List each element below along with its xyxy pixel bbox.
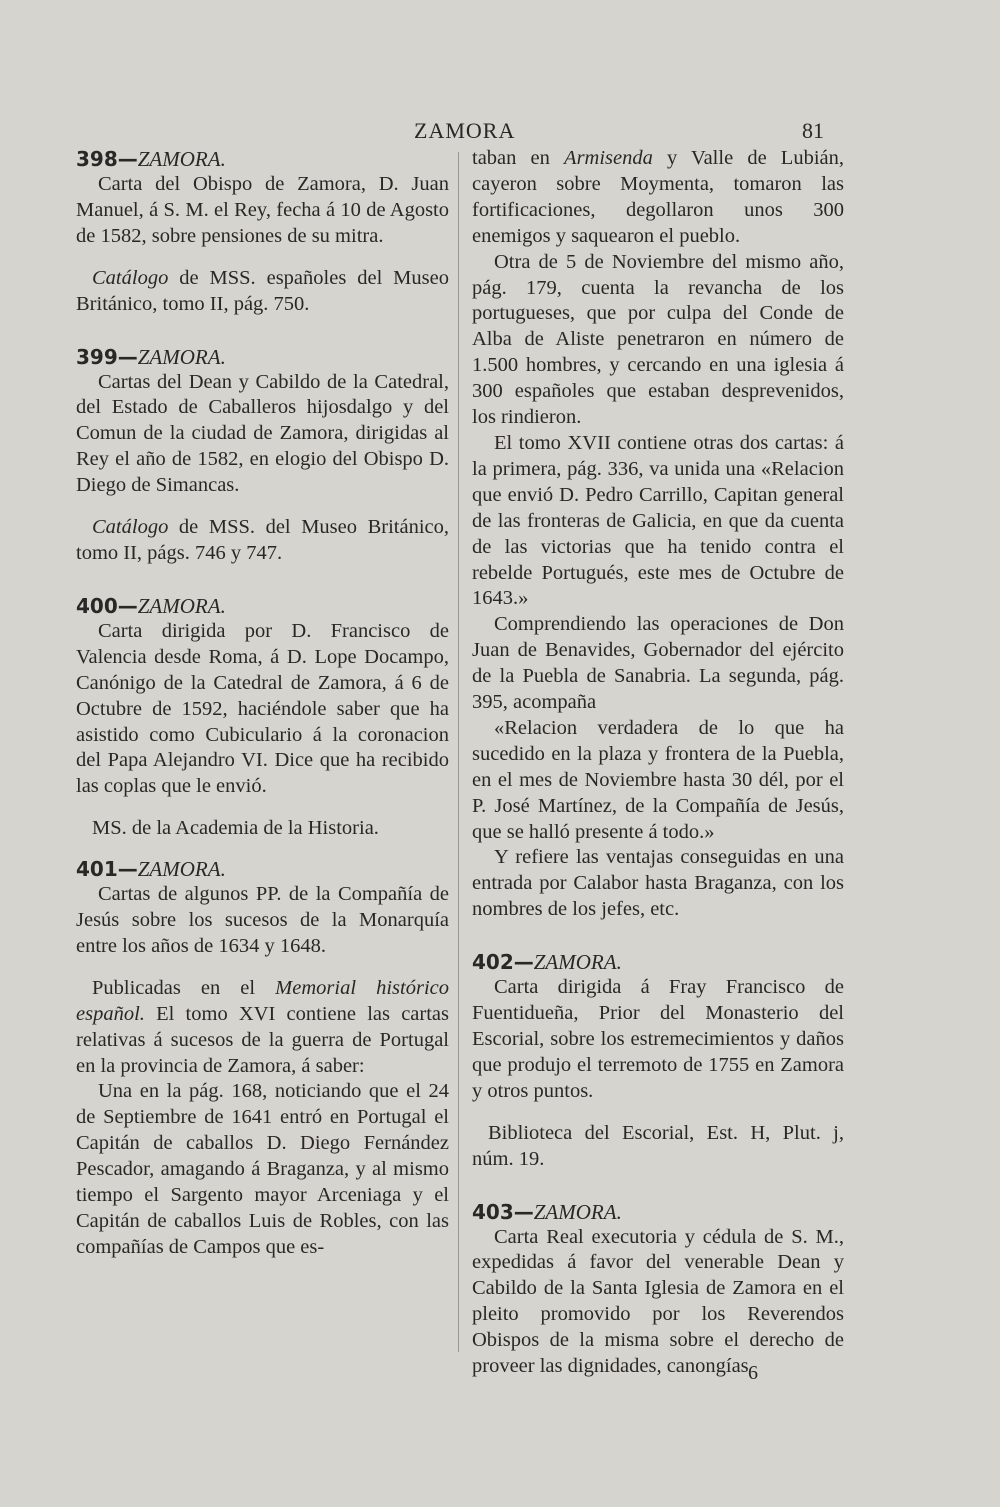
entry-399 bbox=[76, 344, 449, 567]
entry-body: Carta dirigida por D. Francisco de Valencia desde Roma, á D. Lope Docampo, Canónigo de la Catedral de Zamora, á 6 de Octubre de 1592, haciéndole saber que ha asistido como Cubiculario á la coronacion del Papa Alejandro VI. Dice que ha recibido las coplas que le envió. bbox=[76, 619, 449, 798]
column-divider bbox=[458, 152, 459, 1352]
paragraph-text: taban en bbox=[472, 147, 565, 169]
source-title: Catálogo bbox=[92, 516, 169, 539]
signature-mark: 6 bbox=[748, 1362, 758, 1384]
entry-401 bbox=[76, 856, 449, 1261]
pub-text: Publicadas en el bbox=[92, 976, 276, 999]
entry-number: 402— bbox=[472, 950, 534, 975]
paragraph-text: y Valle de Lubián, cayeron sobre Moymenta, tomaron las fortificaciones, degollaron unos 300 enemigos y saquearon el pueblo. bbox=[472, 147, 844, 247]
paragraph-tomo-xvii: El tomo XVII contiene otras dos cartas: á la primera, pág. 336, va unida una «Relacion que envió D. Pedro Carrillo, Capitan general de las fronteras de Galicia, en que da cuenta de las victorias que ha tenido contra el rebelde Portugués, este mes de Octubre de 1643.» bbox=[472, 431, 844, 610]
entry-title: ZAMORA. bbox=[137, 857, 226, 882]
entry-heading bbox=[76, 856, 449, 882]
entry-403 bbox=[472, 1199, 844, 1380]
right-column bbox=[472, 146, 844, 1380]
entry-title: ZAMORA. bbox=[533, 1199, 622, 1224]
entry-source bbox=[76, 266, 449, 318]
entry-number: 400— bbox=[76, 593, 138, 618]
pub-text: El tomo XVI contiene las cartas relativas á sucesos de la guerra de Portugal en la provincia de Zamora, á saber: bbox=[76, 1002, 449, 1077]
entry-number: 398— bbox=[76, 147, 138, 171]
page-number: 81 bbox=[802, 118, 824, 143]
entry-paragraph: Una en la pág. 168, noticiando que el 24 de Septiembre de 1641 entró en Portugal el Capitán de caballos D. Diego Fernández Pescador, amagando á Braganza, y al mismo tiempo el Sargento mayor Arceniaga y el Capitán de caballos Luis de Robles, con las compañías de Campos que es- bbox=[76, 1080, 449, 1258]
source-detail: de MSS. españoles del Museo Británico, tomo II, pág. 750. bbox=[76, 266, 449, 315]
entry-publication-note bbox=[76, 976, 449, 1080]
entry-body: Cartas del Dean y Cabildo de la Catedral, del Estado de Caballeros hijosdalgo y del Comun de la ciudad de Zamora, dirigidas al Rey el año de 1582, en elogio del Obispo D. Diego de Simancas. bbox=[76, 370, 449, 497]
entry-body: Carta del Obispo de Zamora, D. Juan Manuel, á S. M. el Rey, fecha á 10 de Agosto de 1582, sobre pensiones de su mitra. bbox=[76, 173, 449, 247]
entry-number: 403— bbox=[472, 1199, 534, 1224]
entry-400 bbox=[76, 593, 449, 842]
source-title: Catálogo bbox=[92, 266, 169, 289]
place-name: Armisenda bbox=[564, 147, 653, 169]
running-head-title: ZAMORA bbox=[414, 118, 516, 143]
paragraph-relacion: «Relacion verdadera de lo que ha sucedido en la plaza y frontera de la Puebla, en el mes de Noviembre hasta 30 dél, por el P. José Martínez, de la Compañía de Jesús, que se halló presente á todo.» bbox=[472, 716, 844, 843]
entry-heading bbox=[472, 949, 844, 975]
paragraph-comprendiendo: Comprendiendo las operaciones de Don Juan de Benavides, Gobernador del ejército de la Puebla de Sanabria. La segunda, pág. 395, acompaña bbox=[472, 613, 844, 714]
entry-402 bbox=[472, 949, 844, 1172]
entry-source: Biblioteca del Escorial, Est. H, Plut. j, núm. 19. bbox=[472, 1121, 844, 1170]
running-head bbox=[0, 118, 1000, 148]
continued-paragraph bbox=[472, 146, 844, 250]
entry-source bbox=[76, 515, 449, 567]
entry-body: Cartas de algunos PP. de la Compañía de Jesús sobre los sucesos de la Monarquía entre los años de 1634 y 1648. bbox=[76, 883, 449, 957]
paragraph-ventajas: Y refiere las ventajas conseguidas en una entrada por Calabor hasta Braganza, con los nombres de los jefes, etc. bbox=[472, 846, 844, 921]
entry-title: ZAMORA. bbox=[533, 950, 622, 975]
entry-source: MS. de la Academia de la Historia. bbox=[92, 817, 379, 840]
entry-title: ZAMORA. bbox=[137, 593, 226, 618]
entry-title: ZAMORA. bbox=[137, 344, 226, 369]
entry-398 bbox=[76, 146, 449, 318]
entry-number: 401— bbox=[76, 857, 138, 882]
entry-heading bbox=[76, 344, 449, 370]
entry-body: Carta dirigida á Fray Francisco de Fuentidueña, Prior del Monasterio del Escorial, sobre los estremecimientos y daños que produjo el terremoto de 1755 en Zamora y otros puntos. bbox=[472, 976, 844, 1102]
source-detail: de MSS. del Museo Británico, tomo II, págs. 746 y 747. bbox=[76, 516, 449, 564]
entry-heading bbox=[76, 593, 449, 619]
entry-heading bbox=[472, 1199, 844, 1225]
paragraph-otra: Otra de 5 de Noviembre del mismo año, pág. 179, cuenta la revancha de los portugueses, que por culpa del Conde de Alba de Aliste penetraron en número de 1.500 hombres, y cercando en una iglesia á 300 españoles que estaban desprevenidos, los rindieron. bbox=[472, 250, 844, 429]
entry-body: Carta Real executoria y cédula de S. M., expedidas á favor del venerable Dean y Cabildo de la Santa Iglesia de Zamora en el pleito promovido por los Reverendos Obispos de la misma sobre el derecho de proveer las dignidades, canongías bbox=[472, 1225, 844, 1378]
entry-number: 399— bbox=[76, 344, 138, 369]
pub-title: Memorial histórico español. bbox=[76, 976, 449, 1025]
entry-heading bbox=[76, 146, 449, 172]
left-column bbox=[76, 146, 449, 1261]
entry-title: ZAMORA. bbox=[137, 147, 226, 171]
